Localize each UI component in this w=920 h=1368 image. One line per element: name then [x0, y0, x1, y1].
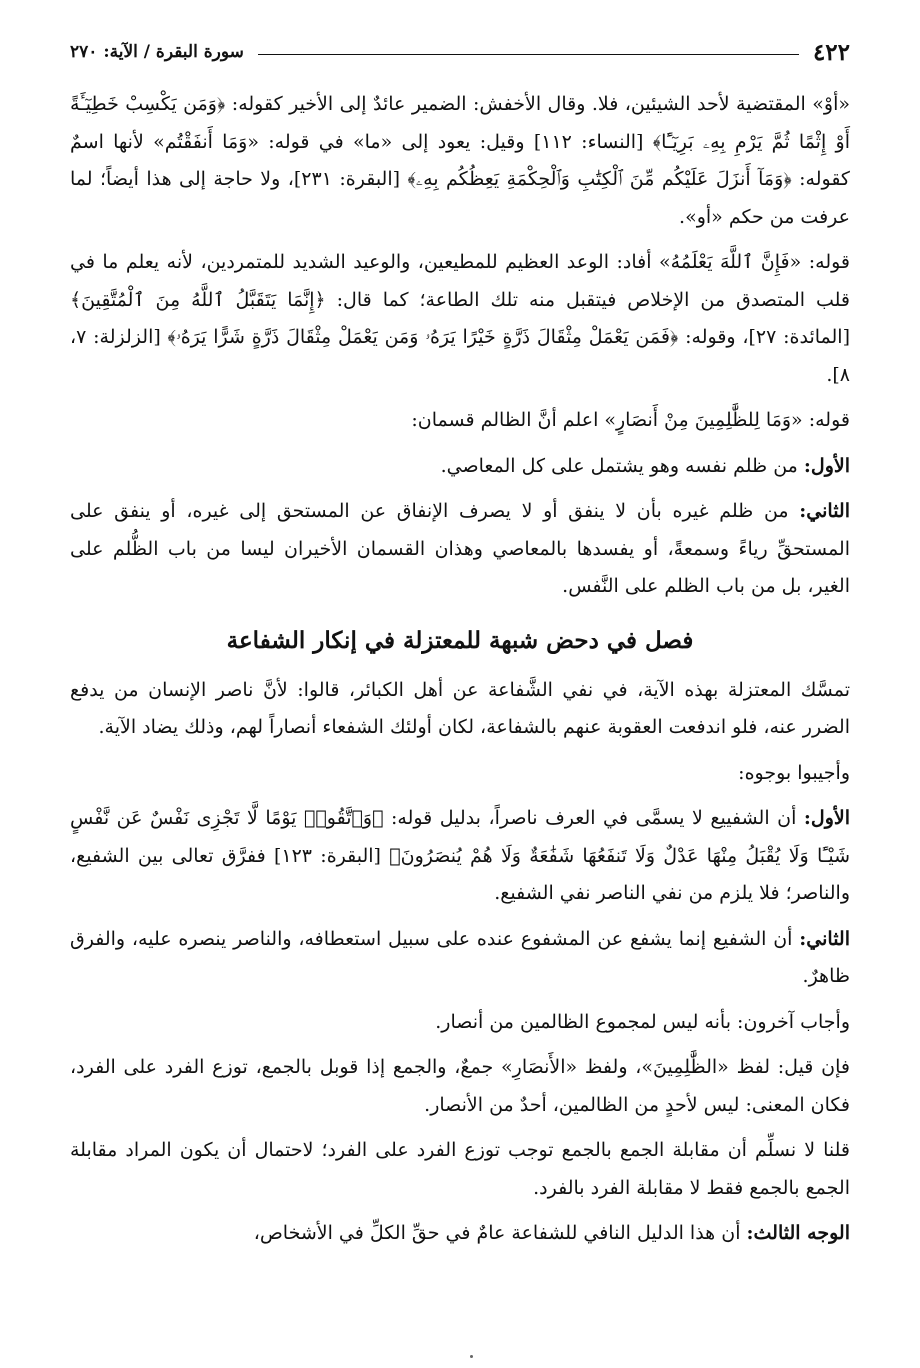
paragraph-text: فإن قيل: لفظ «الظَّٰلِمِينَ»، ولفظ «الأَنصَارِ» جمعٌ، والجمع إذا قوبل بالجمع، توزع الفرد على الفرد، فكان المعنى: ليس لأحدٍ من الظالمين، أحدٌ من الأنصار.: [70, 1056, 850, 1116]
paragraph: [70, 1049, 850, 1124]
paragraph-text: من ظلم غيره بأن لا ينفق أو لا يصرف الإنفاق عن المستحق إلى غيره، أو ينفق على المستحقِّ رياءً وسمعةً، أو يفسدها بالمعاصي وهذان القسمان الأخيران ليسا من باب الظُّلم على الغير، بل من باب الظلم على النَّفس.: [70, 500, 850, 597]
paragraph: [70, 1132, 850, 1207]
paragraph-text: «أوْ» المقتضية لأحد الشيئين، فلا. وقال الأخفش: الضمير عائدٌ إلى الأخير كقوله: ﴿وَمَن يَكْسِبْ خَطِيٓـَٔةً أَوْ إِثْمًا ثُمَّ يَرْمِ بِهِۦ بَرِيٓـًٔا﴾ [النساء: ١١٢] وقيل: يعود إلى «ما» في قوله: «وَمَا أَنفَقْتُم» لأنها اسمٌ كقوله: ﴿وَمَآ أَنزَلَ عَلَيْكُم مِّنَ ٱلْكِتَٰبِ وَٱلْحِكْمَةِ يَعِظُكُم بِهِۦ﴾ [البقرة: ٢٣١]، ولا حاجة إلى هذا أيضاً؛ لما عرفت من حكم «أو».: [70, 93, 850, 228]
paragraph-lead: الوجه الثالث:: [746, 1222, 850, 1244]
paragraph: [70, 672, 850, 747]
paragraph-lead: الثاني:: [799, 500, 850, 522]
section-title: فصل في دحض شبهة للمعتزلة في إنكار الشفاعة: [226, 626, 694, 654]
paragraph-text: قوله: «فَإِنَّ ٱللَّهَ يَعْلَمُهُ» أفاد: الوعد العظيم للمطيعين، والوعيد الشديد للمتمردين، لأنه يعلم ما في قلب المتصدق من الإخلاص فيتقبل منه تلك الطاعة؛ كما قال: ﴿إِنَّمَا يَتَقَبَّلُ ٱللَّهُ مِنَ ٱلْمُتَّقِينَ﴾ [المائدة: ٢٧]، وقوله: ﴿فَمَن يَعْمَلْ مِثْقَالَ ذَرَّةٍ خَيْرًا يَرَهُۥ وَمَن يَعْمَلْ مِثْقَالَ ذَرَّةٍ شَرًّا يَرَهُۥ﴾ [الزلزلة: ٧، ٨].: [70, 251, 850, 386]
paragraph: [70, 921, 850, 996]
paragraph-lead: الأول:: [803, 807, 850, 829]
paragraph-lead: الثاني:: [799, 927, 850, 950]
paragraph: [70, 1004, 850, 1042]
paragraph-text: أن هذا الدليل النافي للشفاعة عامٌ في حقِّ الكلِّ في الأشخاص،: [253, 1222, 747, 1244]
surah-reference: سورة البقرة / الآية: ٢٧٠: [70, 42, 244, 62]
paragraph-text: من ظلم نفسه وهو يشتمل على كل المعاصي.: [440, 454, 804, 477]
paragraph: [70, 755, 850, 793]
paragraph-text: أن الشفيع إنما يشفع عن المشفوع عنده على سبيل استعطافه، والناصر ينصره عليه، والفرق ظاهرٌ.: [70, 927, 850, 987]
header-rule: [258, 54, 799, 55]
paragraph: [70, 244, 850, 394]
paragraph-text: تمسَّك المعتزلة بهذه الآية، في نفي الشَّفاعة عن أهل الكبائر، قالوا: لأنَّ ناصر الإنسان من يدفع الضرر عنه، فلو اندفعت العقوبة عنهم بالشفاعة، لكان أولئك الشفعاء أنصاراً لهم، وذلك يضاد الآية.: [70, 678, 850, 738]
paragraph-text: قلنا لا نسلِّم أن مقابلة الجمع بالجمع توجب توزع الفرد على الفرد؛ لاحتمال أن يكون المراد مقابلة الجمع بالجمع فقط لا مقابلة الفرد بالفرد.: [70, 1139, 850, 1199]
running-header: [70, 30, 850, 74]
paragraph: [70, 448, 850, 486]
paragraph-text: قوله: «وَمَا لِلظَّٰلِمِينَ مِنْ أَنصَارٍ» اعلم أنَّ الظالم قسمان:: [411, 409, 850, 431]
paragraph: [70, 800, 850, 913]
paragraph: [70, 86, 850, 236]
paragraph: [70, 1215, 850, 1253]
paragraph-lead: الأول:: [803, 454, 850, 477]
paragraph: [70, 493, 850, 606]
paragraph-text: وأجاب آخرون: بأنه ليس لمجموع الظالمين من أنصار.: [435, 1010, 850, 1033]
paragraph-text: أن الشفييع لا يسمَّى في العرف ناصراً، بدليل قوله: ﴿وَٱتَّقُوا۟ يَوْمًا لَّا تَجْزِى نَفْسٌ عَن نَّفْسٍ شَيْـًٔا وَلَا يُقْبَلُ مِنْهَا عَدْلٌ وَلَا تَنفَعُهَا شَفَٰعَةٌ وَلَا هُمْ يُنصَرُونَ﴾ [البقرة: ١٢٣] ففرَّق تعالى بين الشفيع، والناصر؛ فلا يلزم من نفي الناصر نفي الشفيع.: [70, 807, 850, 904]
print-speck: [470, 1355, 473, 1358]
page-body: [70, 86, 850, 1253]
page-number: ٤٢٢: [812, 38, 850, 66]
paragraph-text: وأجيبوا بوجوه:: [738, 761, 850, 784]
paragraph: [70, 402, 850, 440]
